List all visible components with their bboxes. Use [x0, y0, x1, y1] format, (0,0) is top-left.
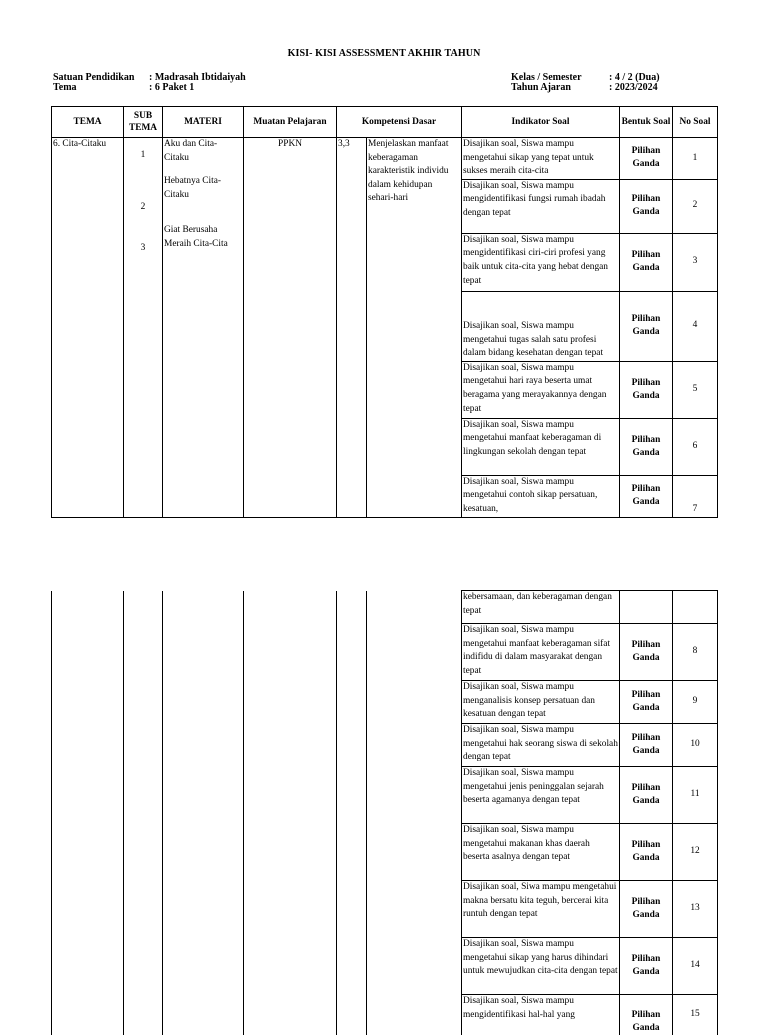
materi-1: Aku dan Cita-Citaku: [164, 139, 218, 163]
bentuk-cell: Pilihan Ganda: [620, 824, 673, 881]
materi-cell: [163, 138, 244, 518]
info-label: Satuan Pendidikan: [53, 72, 135, 83]
kisi-table-page-2: [51, 590, 718, 1035]
indikator-cell: Disajikan soal, Siswa mampu mengetahui manfaat keberagaman sifat indifidu di dalam masyarakat dengan tepat: [462, 624, 620, 681]
bentuk-cell: Pilihan Ganda: [620, 361, 673, 418]
bentuk-cell: Pilihan Ganda: [620, 767, 673, 824]
col-header-materi: MATERI: [163, 107, 244, 138]
indikator-cell: Disajikan soal, Siswa mampu mengetahui sikap yang harus dihindari untuk mewujudkan cita-cita dengan tepat: [462, 938, 620, 995]
subtema-1: 1: [140, 150, 146, 160]
materi-cell-cont: [163, 591, 244, 1035]
indikator-cell: Disajikan soal, Siswa mampu mengetahui contoh sikap persatuan, kesatuan,: [462, 475, 620, 517]
indikator-cell: Disajikan soal, Siwa mampu mengetahui makna bersatu kita teguh, bercerai kita runtuh dengan tepat: [462, 881, 620, 938]
info-row-tahun: [511, 83, 660, 93]
no-cell: 10: [673, 724, 718, 767]
info-label: Tema: [53, 82, 77, 93]
bentuk-cell: Pilihan Ganda: [620, 233, 673, 291]
indikator-cell: Disajikan soal, Siswa mampu mengetahui hari raya beserta umat beragama yang merayakannya dengan tepat: [462, 361, 620, 418]
school-info: [53, 73, 246, 93]
no-cell: 7: [673, 475, 718, 517]
subtema-3: 3: [140, 243, 146, 254]
table-row: [52, 591, 718, 624]
indikator-cell: Disajikan soal, Siswa mampu mengetahui jenis peninggalan sejarah beserta agamanya dengan tepat: [462, 767, 620, 824]
indikator-cell: Disajikan soal, Siswa mampu mengidentifikasi hal-hal yang: [462, 995, 620, 1035]
bentuk-cell: Pilihan Ganda: [620, 624, 673, 681]
info-value: : 6 Paket 1: [149, 82, 195, 93]
no-cell: 2: [673, 179, 718, 233]
subtema-cell-cont: [124, 591, 163, 1035]
no-cell: 3: [673, 233, 718, 291]
muatan-cell: PPKN: [244, 138, 337, 518]
no-cell: 12: [673, 824, 718, 881]
no-cell: 1: [673, 138, 718, 180]
materi-2: Hebatnya Cita-Citaku: [164, 176, 222, 200]
bentuk-cell: Pilihan Ganda: [620, 138, 673, 180]
bentuk-cell: Pilihan Ganda: [620, 681, 673, 724]
kd-number-cell-cont: [337, 591, 367, 1035]
bentuk-cell: Pilihan Ganda: [620, 179, 673, 233]
col-header-bentuk: Bentuk Soal: [620, 107, 673, 138]
indikator-cell: Disajikan soal, Siswa mampu mengetahui tugas salah satu profesi dalam bidang kesehatan dengan tepat: [462, 291, 620, 361]
kd-text-cell: Menjelaskan manfaat keberagaman karakteristik individu dalam kehidupan sehari-hari: [367, 138, 462, 518]
no-cell: 8: [673, 624, 718, 681]
tema-cell: 6. Cita-Citaku: [52, 138, 124, 518]
info-label: Tahun Ajaran: [511, 82, 571, 93]
no-cell: 14: [673, 938, 718, 995]
muatan-cell-cont: [244, 591, 337, 1035]
col-header-muatan: Muatan Pelajaran: [244, 107, 337, 138]
bentuk-cell: Pilihan Ganda: [620, 418, 673, 475]
no-cell: 5: [673, 361, 718, 418]
col-header-no: No Soal: [673, 107, 718, 138]
indikator-cell: Disajikan soal, Siswa mampu mengetahui makanan khas daerah beserta asalnya dengan tepat: [462, 824, 620, 881]
info-value: : 4 / 2 (Dua): [609, 72, 660, 83]
col-header-kd: Kompetensi Dasar: [337, 107, 462, 138]
col-header-indikator: Indikator Soal: [462, 107, 620, 138]
bentuk-cell: Pilihan Ganda: [620, 881, 673, 938]
kd-number-cell: 3,3: [337, 138, 367, 518]
bentuk-cell: Pilihan Ganda: [620, 475, 673, 517]
no-cell: 4: [673, 291, 718, 361]
indikator-cell: Disajikan soal, Siswa mampu mengetahui manfaat keberagaman di lingkungan sekolah dengan tepat: [462, 418, 620, 475]
info-value: : Madrasah Ibtidaiyah: [149, 72, 246, 83]
subtema-cell: [124, 138, 163, 518]
info-value: : 2023/2024: [609, 82, 658, 93]
col-header-tema: TEMA: [52, 107, 124, 138]
document-title: KISI- KISI ASSESSMENT AKHIR TAHUN: [287, 48, 481, 59]
no-cell: 9: [673, 681, 718, 724]
no-cell: 13: [673, 881, 718, 938]
no-cell: 15: [673, 995, 718, 1035]
info-row-tema: [53, 83, 246, 93]
no-cell: 11: [673, 767, 718, 824]
class-info: [511, 73, 660, 93]
indikator-cell: Disajikan soal, Siswa mampu mengetahui hak seorang siswa di sekolah dengan tepat: [462, 724, 620, 767]
indikator-cell: Disajikan soal, Siswa mampu mengetahui sikap yang tepat untuk sukses meraih cita-cita: [462, 138, 620, 180]
indikator-cell: Disajikan soal, Siswa mampu menganalisis konsep persatuan dan kesatuan dengan tepat: [462, 681, 620, 724]
table-row: [52, 138, 718, 180]
bentuk-cell: Pilihan Ganda: [620, 724, 673, 767]
kisi-table-page-1: [51, 106, 718, 518]
no-cell: [673, 591, 718, 624]
info-label: Kelas / Semester: [511, 72, 582, 83]
subtema-2: 2: [140, 201, 146, 212]
col-header-subtema: SUB TEMA: [124, 107, 163, 138]
bentuk-cell: [620, 591, 673, 624]
bentuk-cell: Pilihan Ganda: [620, 938, 673, 995]
indikator-cell: Disajikan soal, Siswa mampu mengidentifikasi fungsi rumah ibadah dengan tepat: [462, 179, 620, 233]
no-cell: 6: [673, 418, 718, 475]
bentuk-cell: Pilihan Ganda: [620, 291, 673, 361]
kd-text-cell-cont: [367, 591, 462, 1035]
indikator-cell: Disajikan soal, Siswa mampu mengidentifikasi ciri-ciri profesi yang baik untuk cita-cita yang hebat dengan tepat: [462, 233, 620, 291]
bentuk-cell: Pilihan Ganda: [620, 995, 673, 1035]
tema-cell-cont: [52, 591, 124, 1035]
materi-3: Giat Berusaha Meraih Cita-Cita: [164, 225, 228, 249]
indikator-cell: kebersamaan, dan keberagaman dengan tepat: [462, 591, 620, 624]
